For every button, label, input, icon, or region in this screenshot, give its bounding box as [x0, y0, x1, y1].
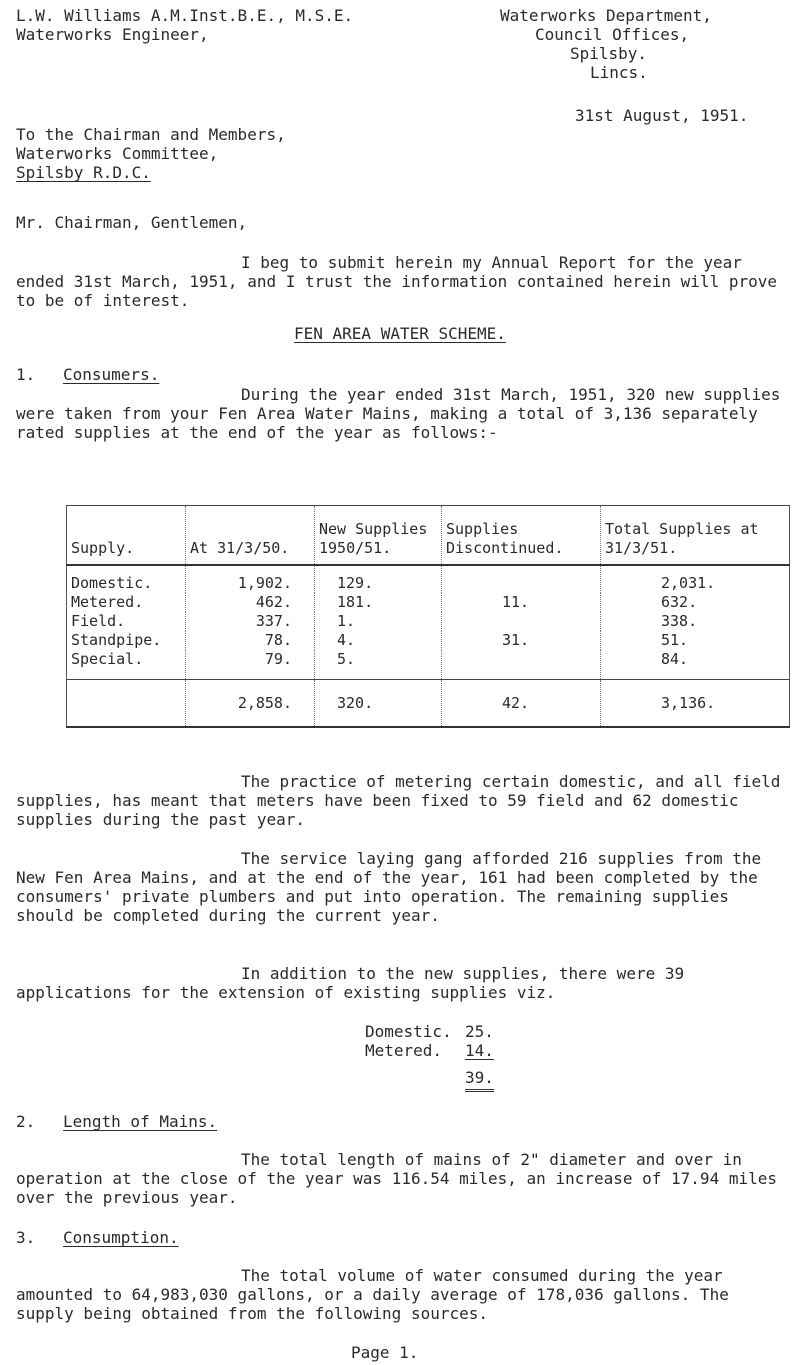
cell-discontinued [442, 612, 601, 631]
table-row [67, 565, 790, 593]
section3-paragraph: The total volume of water consumed during the year amounted to 64,983,030 gallons, or a daily average of 178,036 gallons. The supply being obtained from the following sources. [16, 1266, 729, 1323]
cell-supply-type: Domestic. [67, 565, 186, 593]
col-header-supply: Supply. [67, 506, 186, 566]
col-header-new-supplies: New Supplies 1950/51. [315, 506, 442, 566]
service-gang-paragraph: The service laying gang afforded 216 supplies from the New Fen Area Mains, and at the end of the year, 161 had been completed by the consumers' private plumbers and put into operation. The remaining supplies should be completed during the current year. [16, 849, 762, 925]
section1-intro: During the year ended 31st March, 1951, 320 new supplies were taken from your Fen Area Water Mains, making a total of 3,136 separately rated supplies at the end of the year as follows:- [16, 385, 781, 442]
cell-new-supplies: 4. [315, 631, 442, 650]
cell-new-supplies: 1. [315, 612, 442, 631]
cell-discontinued: 31. [442, 631, 601, 650]
department-line1: Waterworks Department, [500, 6, 712, 25]
intro-paragraph: I beg to submit herein my Annual Report for the year ended 31st March, 1951, and I trust the information contained herein will prove to be of interest. [16, 253, 777, 310]
cell-total: 338. [601, 612, 790, 631]
cell-discontinued: 11. [442, 593, 601, 612]
cell-discontinued [442, 650, 601, 680]
cell-supply-type: Special. [67, 650, 186, 680]
cell-at-31-3-50: 78. [186, 631, 315, 650]
total-new-supplies: 320. [315, 680, 442, 728]
scheme-title: FEN AREA WATER SCHEME. [294, 324, 506, 343]
col-header-discontinued: Supplies Discontinued. [442, 506, 601, 566]
table-row [67, 650, 790, 680]
cell-total: 51. [601, 631, 790, 650]
salutation: Mr. Chairman, Gentlemen, [16, 213, 248, 232]
department-line2: Council Offices, [535, 25, 690, 44]
cell-new-supplies: 129. [315, 565, 442, 593]
total-discontinued: 42. [442, 680, 601, 728]
section3-number: 3. [16, 1228, 36, 1247]
col-header-total: Total Supplies at 31/3/51. [601, 506, 790, 566]
cell-total: 84. [601, 650, 790, 680]
extensions-domestic-value: 25. [465, 1022, 494, 1041]
cell-new-supplies: 5. [315, 650, 442, 680]
total-at-31-3-50: 2,858. [186, 680, 315, 728]
metering-paragraph: The practice of metering certain domestic, and all field supplies, has meant that meters have been fixed to 59 field and 62 domestic supplies during the past year. [16, 772, 781, 829]
supply-table [66, 505, 790, 728]
addressee-line2: Waterworks Committee, [16, 144, 219, 163]
section1-number: 1. [16, 365, 36, 384]
addressee-line3: Spilsby R.D.C. [16, 163, 151, 182]
table-row [67, 593, 790, 612]
department-line3: Spilsby. [570, 44, 648, 63]
extensions-paragraph: In addition to the new supplies, there were 39 applications for the extension of existing supplies viz. [16, 964, 685, 1002]
sender-title: Waterworks Engineer, [16, 25, 209, 44]
table-row [67, 631, 790, 650]
addressee-line1: To the Chairman and Members, [16, 125, 286, 144]
cell-at-31-3-50: 337. [186, 612, 315, 631]
cell-new-supplies: 181. [315, 593, 442, 612]
extensions-metered-label: Metered. [365, 1041, 443, 1060]
section3-heading: Consumption. [63, 1228, 179, 1247]
section2-paragraph: The total length of mains of 2" diameter and over in operation at the close of the year was 116.54 miles, an increase of 17.94 miles over the previous year. [16, 1150, 777, 1207]
cell-supply-type: Field. [67, 612, 186, 631]
page-number: Page 1. [351, 1343, 419, 1362]
total-supplies: 3,136. [601, 680, 790, 728]
extensions-metered-value: 14. [465, 1041, 494, 1060]
cell-at-31-3-50: 462. [186, 593, 315, 612]
cell-total: 632. [601, 593, 790, 612]
table-header-row [67, 506, 790, 566]
section2-heading: Length of Mains. [63, 1112, 218, 1131]
section2-number: 2. [16, 1112, 36, 1131]
extensions-total-value: 39. [465, 1068, 494, 1092]
cell-at-31-3-50: 1,902. [186, 565, 315, 593]
cell-total: 2,031. [601, 565, 790, 593]
col-header-at-31-3-50: At 31/3/50. [186, 506, 315, 566]
section1-heading: Consumers. [63, 365, 160, 384]
total-cell-supply [67, 680, 186, 728]
cell-supply-type: Standpipe. [67, 631, 186, 650]
department-line4: Lincs. [590, 63, 648, 82]
cell-at-31-3-50: 79. [186, 650, 315, 680]
sender-name: L.W. Williams A.M.Inst.B.E., M.S.E. [16, 6, 354, 25]
table-row [67, 612, 790, 631]
letter-date: 31st August, 1951. [575, 106, 749, 125]
table-totals-row [67, 680, 790, 728]
extensions-domestic-label: Domestic. [365, 1022, 452, 1041]
cell-discontinued [442, 565, 601, 593]
cell-supply-type: Metered. [67, 593, 186, 612]
